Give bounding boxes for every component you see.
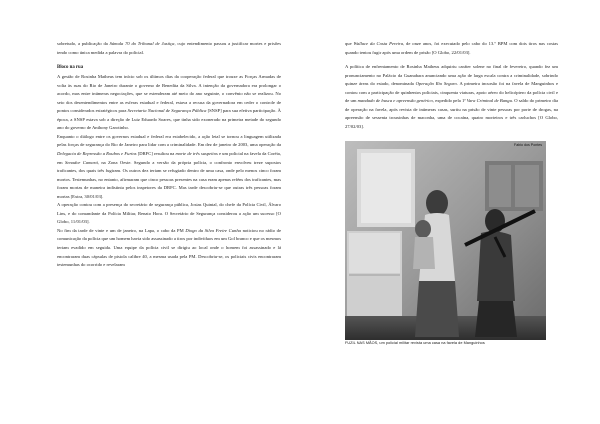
paragraph-3: A operação contou com a presença do secretário de segurança pública, Josias Quintal, do chefe da Polícia Civil, Álvaro Lins, e do comandante da Polícia Militar, Renato Hora. O Secretário de Segurança considerou a ação um sucesso [O Globo, 11/01/03]. (57, 202, 281, 225)
news-photo (345, 141, 546, 340)
photo-credit: Fabio dos Pontes (514, 143, 542, 148)
paragraph-2: Enquanto o diálogo entre os governos estadual e federal era estabelecido, a ação letal se tornou a linguagem utilizada pelas forças de segurança do Rio de Janeiro para lidar com a criminalidade. Em dez de janeiro de 2003, uma operação da Delegacia de Repressão a Roubos e Furtos [DRFC] resultou na morte de três suspeitos e um policial na favela da Coréia, em Senador Camará, na Zona Oeste. Segundo a versão da própria polícia, o confronto envolveu treze supostos traficantes, dos quais três fugiram. Os outros dez teriam se refugiado dentro de uma casa, onde pelo menos cinco foram mortos. Testemunhas, no entanto, afirmaram que cinco pessoas presentes na casa eram apenas reféns dos traficantes, mas foram mortas de maneira indistinta pelos inspetores da DRFC. Mas tarde descobriu-se que outras três pessoas foram mortas [Extra, 30/01/03]. (57, 133, 281, 199)
right-page (300, 0, 600, 424)
paragraph-1: A gestão de Rosinha Matheus tem início sob os últimos dias da cooperação federal que trouxe as Forças Armadas de volta às ruas do Rio de Janeiro durante o governo de Benedita da Silva. A intenção da governadora era prolongar o acordo, mas entre inúmeras negociações, que se estenderam até meio do ano seguinte, o convênio não se realizou. No seio dos desentendimentos entre as esferas estadual e federal, estava a recusa da governadora em ceder o controle de pontos considerados estratégicos para Secretaria Nacional de Segurança Pública [SNSP] para sua efetiva participação. À época, a SNSP estava sob a direção de Luiz Eduardo Soares, que tinha sido exonerado na primeira metade do segundo ano do governo de Anthony Garotinho. (57, 74, 281, 131)
paragraph-6: A política de enfrentamento de Rosinha Matheus adquiriu caráter solene no final de fevereiro, quando fez um pronunciamento no Palácio da Guanabara anunciando uma ação de larga escala contra a criminalidade, sobrindo quinze áreas do estado, denominada Operação Rio Seguro. A primeira incursão foi na favela de Manguinhos e contou com a participação de quinhentos policiais, cinquenta viaturas, apoio aéreo do helicóptero da polícia civil e de um mandado de busca e apreensão genérico, expedido pela 1ª Vara Criminal de Bangu. O saldo do primeiro dia de operação na favela, após revista de inúmeras casas, surtiu na prisão de vinte pessoas por porte de drogas, na apreensão de sessenta trouxinhas de maconha, uma de cocaína, quatro morteiros e três carluchos [O Globo, 27/02/03]. (345, 64, 559, 129)
paragraph-5: que Wallace da Costa Pereira, de onze anos, foi executado pelo cabo do 13.º BPM com dois tiros nas costas quando tentou fugir após uma ordem de prisão [O Globo, 22/01/03]. (345, 41, 558, 55)
right-column (345, 40, 558, 131)
intro-paragraph: sobretudo, a publicação da Súmula 70 do Tribunal de Justiça, cujo entendimento passou a justificar mortes e prisões tendo como única medida a palavra do policial. (57, 41, 281, 55)
photo-caption: FUZIL NAS MÃOS, um policial militar revista uma casa na favela de Manguinhos (345, 341, 485, 346)
left-column (57, 40, 281, 270)
paragraph-4: No fim da tarde de vinte e um de janeiro, na Lapa, o cabo da PM Diogo da Silva Freire Cunha noticiou no rádio de comunicação da polícia que um homem havia sido assassinado a tiros por indivíduos em um Gol branco e que os mesmos teriam evadido em seguida. Uma equipe da polícia civil se dirigiu ao local onde o homem foi assassinado e lá encontraram duas cápsulas de pistola calibre 40, a mesma usada pela PM. Descobriu-se, os policiais civis encontraram testemunhas do ocorrido e revelaram (57, 227, 281, 268)
section-heading: Bloco na rua (57, 65, 84, 71)
photo-illustration (345, 141, 546, 340)
